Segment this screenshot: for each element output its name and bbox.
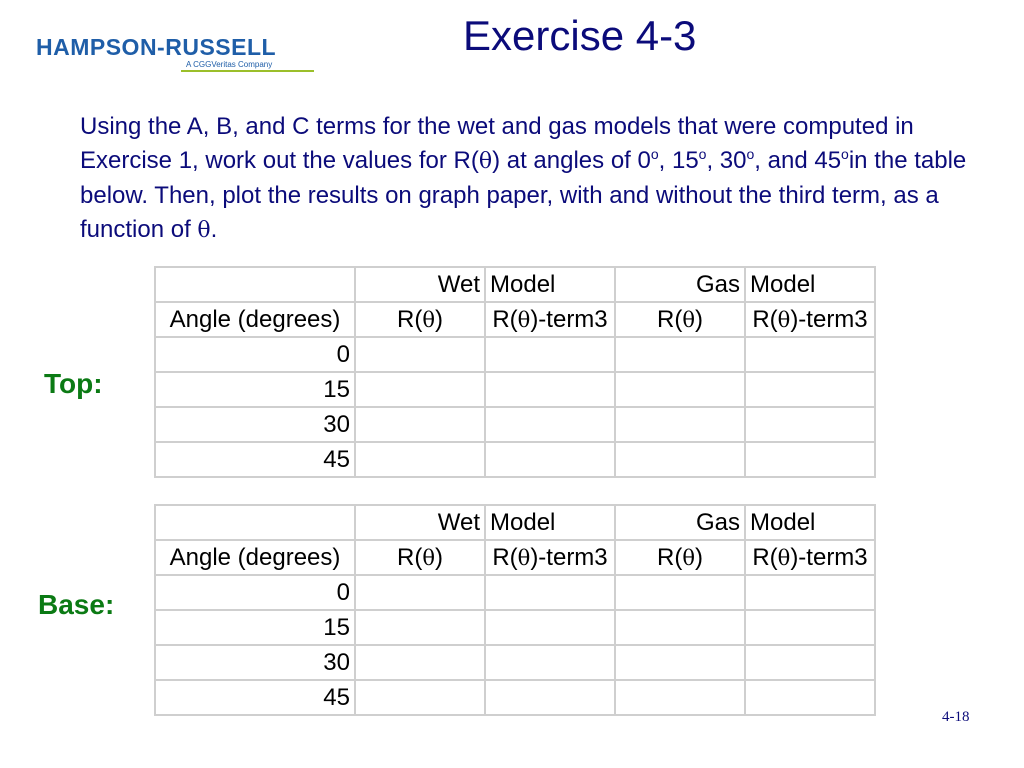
wet-r-term3-input-cell[interactable] (485, 407, 615, 442)
slide-title: Exercise 4-3 (463, 12, 697, 59)
table-row (155, 610, 875, 645)
header-wet-model: Model (485, 505, 615, 540)
theta-symbol: θ (197, 218, 211, 243)
base-section-label: Base: (38, 589, 115, 620)
instructions-text-1: Using the A, B, and C terms for the wet and gas models that were computed in Exercise 1, work out the values for R( (80, 113, 914, 174)
instructions-paragraph (80, 110, 970, 248)
header-gas-model: Model (745, 267, 875, 302)
angle-cell: 30 (155, 407, 355, 442)
gas-r-term3-input-cell[interactable] (745, 372, 875, 407)
wet-r-term3-input-cell[interactable] (485, 645, 615, 680)
table-row (155, 442, 875, 477)
angle-cell: 0 (155, 337, 355, 372)
wet-r-input-cell[interactable] (355, 575, 485, 610)
header-angle: Angle (degrees) (155, 540, 355, 575)
table-row (155, 372, 875, 407)
header-gas-r-term3: R(θ)-term3 (745, 540, 875, 575)
header-wet-r: R(θ) (355, 302, 485, 337)
angle-cell: 30 (155, 645, 355, 680)
table-header-row-models (155, 267, 875, 302)
wet-r-term3-input-cell[interactable] (485, 337, 615, 372)
angle-cell: 45 (155, 680, 355, 715)
gas-r-term3-input-cell[interactable] (745, 680, 875, 715)
header-gas-r: R(θ) (615, 302, 745, 337)
angle-cell: 15 (155, 372, 355, 407)
top-results-table (154, 266, 876, 478)
gas-r-term3-input-cell[interactable] (745, 575, 875, 610)
wet-r-term3-input-cell[interactable] (485, 610, 615, 645)
header-gas: Gas (615, 267, 745, 302)
instructions-text-5: , and 45 (754, 147, 842, 174)
header-gas-r-term3: R(θ)-term3 (745, 302, 875, 337)
header-wet: Wet (355, 505, 485, 540)
header-wet-model: Model (485, 267, 615, 302)
header-gas-model: Model (745, 505, 875, 540)
degree-mark: o (746, 146, 755, 162)
gas-r-input-cell[interactable] (615, 610, 745, 645)
header-wet: Wet (355, 267, 485, 302)
table-header-row-columns (155, 540, 875, 575)
page-number: 4-18 (942, 709, 970, 725)
header-wet-r-term3: R(θ)-term3 (485, 302, 615, 337)
wet-r-input-cell[interactable] (355, 442, 485, 477)
wet-r-input-cell[interactable] (355, 645, 485, 680)
degree-mark: o (841, 146, 849, 162)
table-row (155, 337, 875, 372)
instructions-text-4: , 30 (706, 147, 747, 174)
degree-mark: o (650, 146, 659, 162)
top-section-label: Top: (44, 368, 103, 399)
header-wet-r-term3: R(θ)-term3 (485, 540, 615, 575)
angle-cell: 0 (155, 575, 355, 610)
gas-r-input-cell[interactable] (615, 680, 745, 715)
gas-r-input-cell[interactable] (615, 372, 745, 407)
table-cell-empty (155, 267, 355, 302)
instructions-text-7: . (210, 216, 218, 243)
wet-r-input-cell[interactable] (355, 372, 485, 407)
gas-r-input-cell[interactable] (615, 645, 745, 680)
logo-wordmark: HAMPSON-RUSSELL (36, 34, 277, 60)
gas-r-input-cell[interactable] (615, 442, 745, 477)
wet-r-input-cell[interactable] (355, 610, 485, 645)
gas-r-term3-input-cell[interactable] (745, 407, 875, 442)
header-wet-r: R(θ) (355, 540, 485, 575)
gas-r-term3-input-cell[interactable] (745, 610, 875, 645)
wet-r-term3-input-cell[interactable] (485, 680, 615, 715)
gas-r-input-cell[interactable] (615, 575, 745, 610)
header-gas: Gas (615, 505, 745, 540)
wet-r-input-cell[interactable] (355, 407, 485, 442)
table-header-row-columns (155, 302, 875, 337)
instructions-text-6: in the table below. Then, plot the results on graph paper, with and without the third term, as a function of (80, 147, 967, 243)
gas-r-term3-input-cell[interactable] (745, 337, 875, 372)
angle-cell: 45 (155, 442, 355, 477)
instructions-text-2: ) at angles of 0 (492, 147, 651, 174)
logo-underline (181, 70, 314, 72)
wet-r-term3-input-cell[interactable] (485, 575, 615, 610)
logo-tagline: A CGGVeritas Company (186, 60, 273, 69)
wet-r-term3-input-cell[interactable] (485, 372, 615, 407)
header-angle: Angle (degrees) (155, 302, 355, 337)
gas-r-input-cell[interactable] (615, 407, 745, 442)
gas-r-term3-input-cell[interactable] (745, 442, 875, 477)
wet-r-term3-input-cell[interactable] (485, 442, 615, 477)
base-results-table (154, 504, 876, 716)
wet-r-input-cell[interactable] (355, 337, 485, 372)
table-row (155, 575, 875, 610)
theta-symbol: θ (478, 149, 493, 174)
gas-r-term3-input-cell[interactable] (745, 645, 875, 680)
angle-cell: 15 (155, 610, 355, 645)
table-row (155, 645, 875, 680)
table-row (155, 407, 875, 442)
gas-r-input-cell[interactable] (615, 337, 745, 372)
wet-r-input-cell[interactable] (355, 680, 485, 715)
table-row (155, 680, 875, 715)
table-cell-empty (155, 505, 355, 540)
table-header-row-models (155, 505, 875, 540)
degree-mark: o (698, 146, 707, 162)
header-gas-r: R(θ) (615, 540, 745, 575)
hampson-russell-logo (36, 34, 286, 74)
instructions-text-3: , 15 (658, 147, 699, 174)
